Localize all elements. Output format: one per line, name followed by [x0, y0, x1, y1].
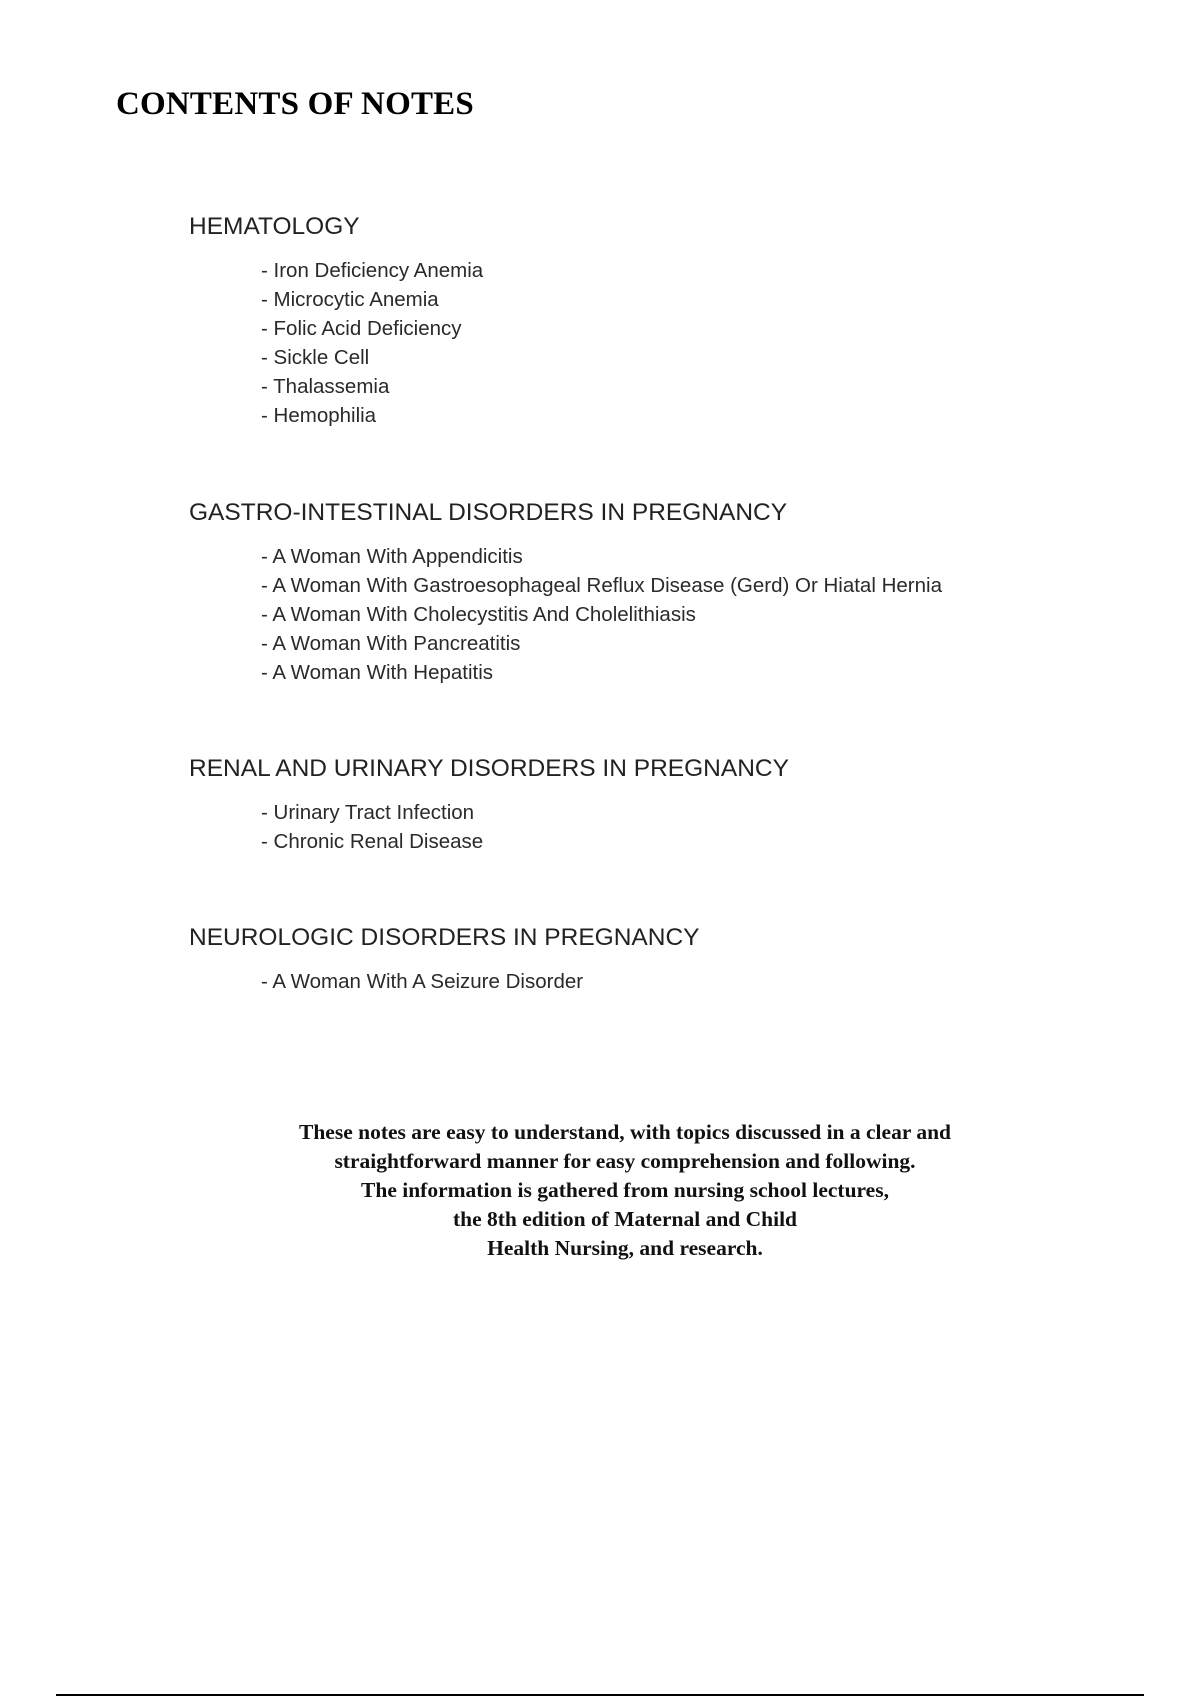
list-item: - A Woman With Pancreatitis — [261, 629, 1149, 658]
list-item: - A Woman With A Seizure Disorder — [261, 967, 1149, 996]
section-heading: NEUROLOGIC DISORDERS IN PREGNANCY — [189, 924, 700, 951]
footer-note-line: straightforward manner for easy comprehension and following. — [334, 1149, 916, 1173]
topic-list — [261, 967, 1149, 996]
list-item: - A Woman With Hepatitis — [261, 658, 1149, 687]
list-item: - Folic Acid Deficiency — [261, 314, 1149, 343]
section-renal-urinary — [189, 754, 1149, 856]
topic-list — [261, 798, 1149, 856]
list-item: - A Woman With Appendicitis — [261, 542, 1149, 571]
list-item: - Chronic Renal Disease — [261, 827, 1149, 856]
footer-note-line: Health Nursing, and research. — [487, 1236, 763, 1260]
page-title: CONTENTS OF NOTES — [116, 86, 474, 122]
list-item: - Hemophilia — [261, 401, 1149, 430]
section-heading: HEMATOLOGY — [189, 213, 360, 240]
list-item: - A Woman With Gastroesophageal Reflux Disease (Gerd) Or Hiatal Hernia — [261, 571, 1149, 600]
list-item: - Microcytic Anemia — [261, 285, 1149, 314]
footer-note — [200, 1118, 1050, 1263]
section-heading: RENAL AND URINARY DISORDERS IN PREGNANCY — [189, 755, 789, 782]
section-neurologic — [189, 923, 1149, 996]
topic-list — [261, 542, 1149, 687]
topic-list — [261, 256, 1149, 430]
section-gastro-intestinal — [189, 498, 1149, 687]
list-item: - Iron Deficiency Anemia — [261, 256, 1149, 285]
footer-note-line: These notes are easy to understand, with topics discussed in a clear and — [298, 1120, 952, 1144]
list-item: - Urinary Tract Infection — [261, 798, 1149, 827]
section-heading: GASTRO-INTESTINAL DISORDERS IN PREGNANCY — [189, 499, 788, 526]
footer-note-line: The information is gathered from nursing school lectures, — [361, 1178, 889, 1202]
list-item: - Sickle Cell — [261, 343, 1149, 372]
list-item: - Thalassemia — [261, 372, 1149, 401]
footer-note-line: the 8th edition of Maternal and Child — [452, 1207, 798, 1231]
list-item: - A Woman With Cholecystitis And Cholelithiasis — [261, 600, 1149, 629]
section-hematology — [189, 212, 1149, 430]
bottom-divider — [56, 1694, 1144, 1696]
